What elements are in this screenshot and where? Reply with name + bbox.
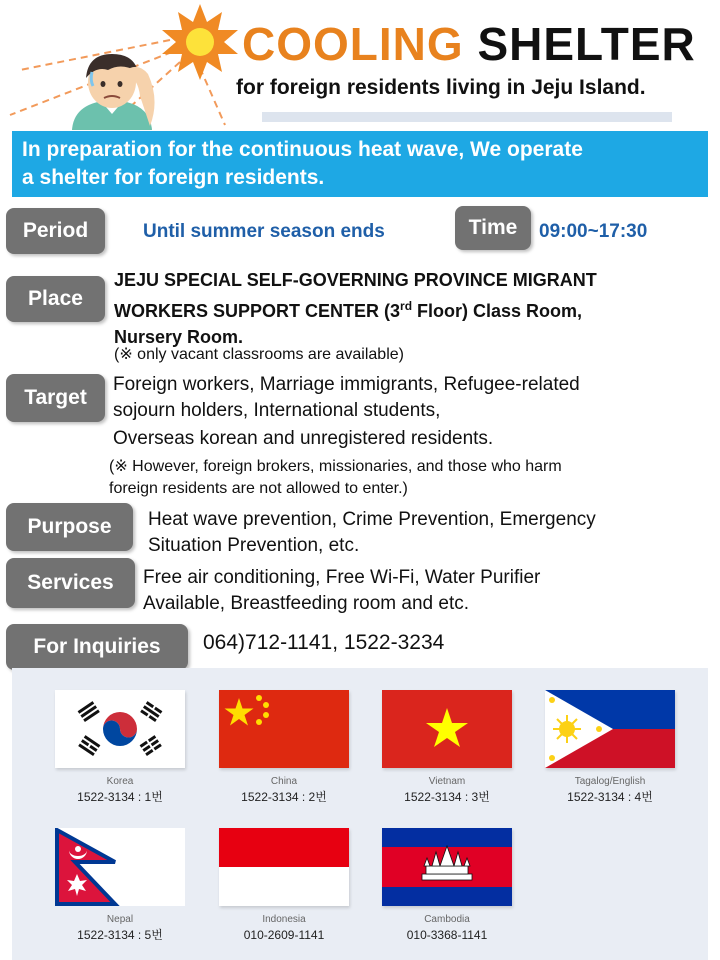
- time-label: Time: [455, 206, 531, 250]
- place-line-1: JEJU SPECIAL SELF-GOVERNING PROVINCE MIGRANT: [114, 270, 597, 290]
- cambodia-flag-icon: [382, 828, 512, 906]
- header: [0, 0, 720, 130]
- flag-phone-china: 1522-3134 : 2번: [241, 790, 327, 804]
- place-label: Place: [6, 276, 105, 322]
- nepal-flag-icon: [55, 828, 185, 906]
- philippines-flag-icon: [545, 690, 675, 768]
- flag-phone-cambodia: 010-3368-1141: [406, 928, 488, 942]
- target-value: [113, 372, 580, 452]
- vietnam-flag-icon: [382, 690, 512, 768]
- flag-phone-indonesia: 010-2609-1141: [243, 928, 325, 942]
- target-line-3: Overseas korean and unregistered residents.: [113, 428, 494, 449]
- place-value: [114, 267, 597, 350]
- intro-banner: [12, 131, 708, 197]
- time-value: 09:00~17:30: [539, 221, 648, 242]
- sun-illustration: [0, 0, 250, 130]
- place-line-3: Nursery Room.: [114, 327, 244, 347]
- person-icon: [72, 54, 155, 130]
- flag-country-indonesia: Indonesia: [262, 914, 306, 925]
- flag-card-china: [219, 690, 349, 806]
- title-shelter: SHELTER: [477, 18, 696, 70]
- subtitle: for foreign residents living in Jeju Island.: [236, 76, 646, 99]
- main-title: [242, 16, 696, 72]
- subtitle-underline: [262, 112, 672, 122]
- target-label: Target: [6, 374, 105, 422]
- purpose-line-2: Situation Prevention, etc.: [148, 535, 360, 556]
- flag-card-indonesia: [219, 828, 349, 944]
- place-line-2: [114, 293, 597, 324]
- target-note-1: (※ However, foreign brokers, missionaries, and those who harm: [109, 458, 562, 475]
- flag-phone-korea: 1522-3134 : 1번: [77, 790, 163, 804]
- flag-country-philippines: Tagalog/English: [574, 776, 646, 787]
- services-line-2: Available, Breastfeeding room and etc.: [143, 593, 470, 614]
- place-line-2-a: WORKERS SUPPORT CENTER (3: [114, 301, 401, 321]
- services-line-1: Free air conditioning, Free Wi-Fi, Water Purifier: [143, 567, 541, 588]
- flag-card-nepal: [55, 828, 185, 944]
- purpose-value: [148, 507, 596, 559]
- flag-phone-nepal: 1522-3134 : 5번: [77, 928, 163, 942]
- banner-line-1: In preparation for the continuous heat wave, We operate: [22, 138, 583, 161]
- language-hotline-panel: [12, 668, 708, 960]
- purpose-label: Purpose: [6, 503, 133, 551]
- purpose-line-1: Heat wave prevention, Crime Prevention, Emergency: [148, 509, 596, 530]
- flag-card-korea: [55, 690, 185, 806]
- target-line-2: sojourn holders, International students,: [113, 400, 441, 421]
- flag-country-cambodia: Cambodia: [424, 914, 470, 925]
- period-value: Until summer season ends: [143, 221, 385, 242]
- sun-icon: [162, 4, 238, 80]
- place-line-2-b: Floor) Class Room,: [412, 301, 583, 321]
- target-note-2: foreign residents are not allowed to enter.): [109, 480, 408, 497]
- period-label: Period: [6, 208, 105, 254]
- place-note: (※ only vacant classrooms are available): [114, 346, 404, 363]
- inquiries-label: For Inquiries: [6, 624, 188, 670]
- flag-country-vietnam: Vietnam: [428, 776, 466, 787]
- china-flag-icon: [219, 690, 349, 768]
- flag-country-korea: Korea: [106, 776, 134, 787]
- banner-line-2: a shelter for foreign residents.: [22, 166, 325, 189]
- flag-phone-vietnam: 1522-3134 : 3번: [404, 790, 490, 804]
- services-label: Services: [6, 558, 135, 608]
- flag-card-philippines: [545, 690, 675, 806]
- flag-card-vietnam: [382, 690, 512, 806]
- services-value: [143, 565, 540, 617]
- target-note: [109, 456, 562, 500]
- place-line-2-sup: rd: [400, 299, 413, 313]
- target-line-1: Foreign workers, Marriage immigrants, Refugee-related: [113, 374, 580, 395]
- title-cooling: COOLING: [242, 18, 464, 70]
- flag-country-china: China: [270, 776, 298, 787]
- flag-country-nepal: Nepal: [106, 914, 134, 925]
- flag-phone-philippines: 1522-3134 : 4번: [567, 790, 653, 804]
- inquiries-value: 064)712-1141, 1522-3234: [203, 631, 445, 654]
- indonesia-flag-icon: [219, 828, 349, 906]
- flag-card-cambodia: [382, 828, 512, 944]
- korea-flag-icon: [55, 690, 185, 768]
